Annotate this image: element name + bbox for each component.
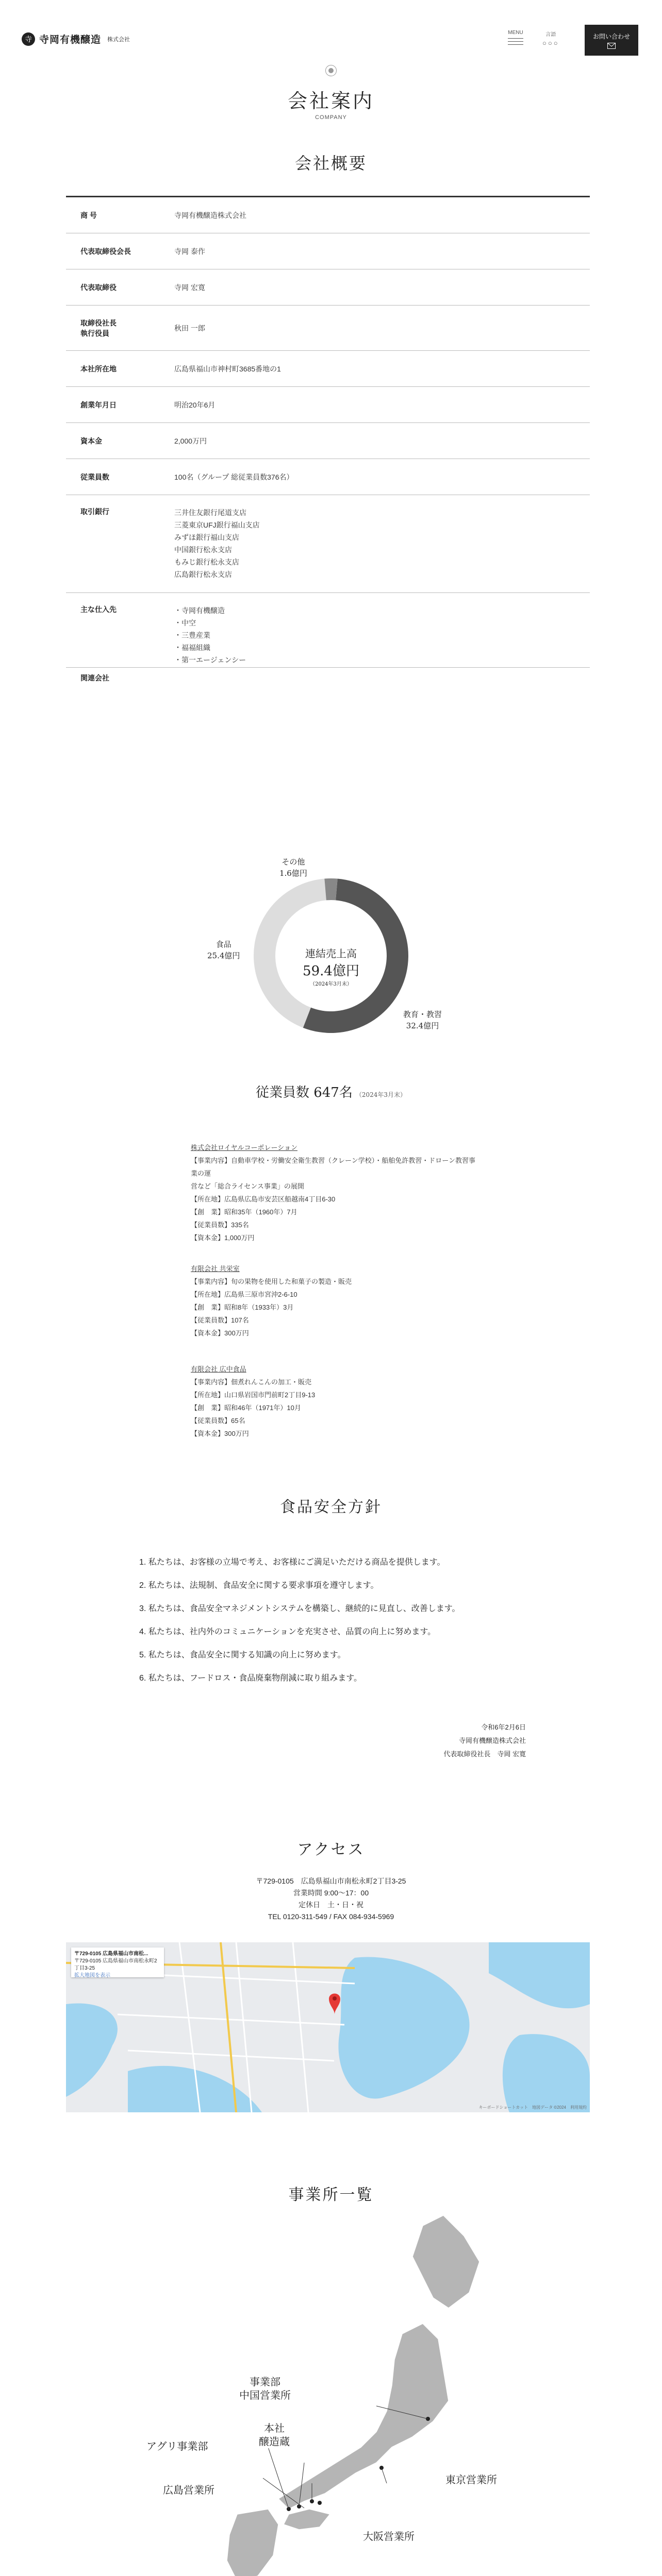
envelope-icon (607, 43, 616, 49)
overview-value-line: ・第一エージェンシー (174, 656, 246, 664)
office-label-agri: アグリ事業部 (144, 2439, 210, 2453)
affiliate-detail: 【創 業】昭和35年（1960年）7月 (191, 1208, 297, 1216)
employee-count (0, 1082, 662, 1101)
affiliate-detail: 【創 業】昭和8年（1933年）3月 (191, 1303, 294, 1311)
affiliate-block (191, 1141, 479, 1244)
access-line: TEL 0120-311-549 / FAX 084-934-5969 (268, 1912, 394, 1921)
menu-button[interactable] (508, 30, 523, 47)
map-attribution: キーボードショートカット 地図データ ©2024 利用規約 (478, 2105, 587, 2110)
slice-label-food: 食品 25.4億円 (207, 940, 240, 960)
overview-value-line: 100名（グループ 総従業員数376名） (174, 472, 294, 481)
policy-date: 令和6年2月6日 (481, 1723, 526, 1731)
map-enlarge-link[interactable]: 拡大地図を表示 (74, 1973, 110, 1978)
overview-title: 会社概要 (294, 154, 367, 173)
overview-row-label: 取引銀行 (80, 507, 109, 516)
overview-row-value (174, 506, 590, 581)
donut-center (202, 945, 460, 987)
overview-row-value (174, 604, 590, 666)
policy-company: 寺岡有機醸造株式会社 (458, 1737, 526, 1744)
language-dots: ○○○ (542, 39, 559, 47)
chart-total: 59.4億円 (303, 963, 359, 979)
affiliate-name[interactable]: 有限会社 共栄室 (191, 1265, 240, 1273)
contact-label: お問い合わせ (592, 32, 630, 40)
overview-value-line: 広島銀行松永支店 (174, 570, 232, 579)
policy-item: 1. 私たちは、お客様の立場で考え、お客様にご満足いただける商品を提供します。 (139, 1558, 445, 1567)
overview-row (66, 593, 590, 668)
overview-value-line: ・寺岡有機醸造 (174, 606, 225, 615)
overview-row-value (174, 435, 590, 447)
overview-row-label: 創業年月日 (80, 400, 117, 409)
affiliate-detail: 営など「総合ライセンス事業」の展開 (191, 1182, 304, 1190)
overview-row-value (174, 322, 590, 334)
affiliate-block (191, 1363, 479, 1440)
sales-chart (202, 845, 460, 1072)
overview-value-line: みずほ銀行福山支店 (174, 533, 239, 541)
overview-value-line: 2,000万円 (174, 436, 207, 445)
japan-map (134, 2205, 547, 2576)
overview-row-label: 従業員数 (80, 472, 109, 481)
chart-title: 連結売上高 (305, 947, 357, 960)
policy-item: 5. 私たちは、食品安全に関する知識の向上に努めます。 (139, 1651, 346, 1659)
office-label-hiroshima: 広島営業所 (161, 2483, 217, 2497)
overview-row (66, 306, 590, 351)
affiliate-name[interactable]: 有限会社 広中食品 (191, 1365, 246, 1373)
overview-value-line: 三井住友銀行尾道支店 (174, 509, 246, 517)
overview-value-line: 明治20年6月 (174, 400, 216, 409)
policy-item: 6. 私たちは、フードロス・食品廃棄物削減に取り組みます。 (139, 1674, 362, 1683)
policy-item: 2. 私たちは、法規制、食品安全に関する要求事項を遵守します。 (139, 1581, 379, 1590)
overview-value-line: 秋田 一郎 (174, 324, 205, 332)
overview-row-value (174, 245, 590, 258)
overview-row-value (174, 471, 590, 483)
office-label-chugoku: 事業部 中国営業所 (237, 2375, 293, 2402)
access-info (0, 1875, 662, 1923)
page-title: 会社案内 (287, 90, 374, 112)
policy-item: 4. 私たちは、社内外のコミュニケーションを充実させ、品質の向上に努めます。 (139, 1628, 436, 1636)
policy-title: 食品安全方針 (280, 1498, 382, 1516)
menu-label: MENU (508, 30, 523, 36)
access-title: アクセス (297, 1841, 365, 1859)
affiliate-detail: 【従業員数】335名 (191, 1221, 249, 1229)
affiliate-detail: 【事業内容】自動車学校・労働安全衛生教習（クレーン学校）・船舶免許教習・ドローン教習事業の運 (191, 1157, 475, 1177)
overview-row-value (174, 281, 590, 294)
overview-row (66, 197, 590, 233)
office-label-honsha: 本社 醸造蔵 (257, 2421, 292, 2448)
page-subtitle: COMPANY (315, 114, 347, 121)
affiliate-detail: 【資本金】1,000万円 (191, 1234, 255, 1242)
overview-row-label: 本社所在地 (80, 364, 117, 373)
access-line: 営業時間 9:00〜17：00 (293, 1889, 369, 1897)
map-card-address: 〒729-0105 広島県福山市南松永町2丁目3-25 (74, 1958, 157, 1971)
overview-row-label: 取締役社長 執行役員 (80, 318, 117, 337)
affiliate-block (191, 1262, 479, 1340)
overview-row-label: 代表取締役会長 (80, 247, 131, 256)
logo-sub: 株式会社 (107, 36, 130, 43)
overview-value-line: 三菱東京UFJ銀行福山支店 (174, 521, 260, 529)
company-overview-table (66, 196, 590, 683)
overview-row-label: 主な仕入先 (80, 605, 117, 614)
overview-row (66, 495, 590, 593)
policy-item: 3. 私たちは、食品安全マネジメントシステムを構築し、継続的に見直し、改善します。 (139, 1604, 460, 1613)
affiliate-detail: 【所在地】山口県岩国市門前町2丁目9-13 (191, 1391, 316, 1399)
affiliate-detail: 【従業員数】107名 (191, 1316, 249, 1324)
overview-row (66, 233, 590, 269)
language-label: 言語 (545, 32, 556, 38)
overview-row (66, 668, 590, 683)
access-line: 定休日 土・日・祝 (299, 1901, 363, 1909)
map-info-card (71, 1947, 164, 1977)
employee-count-note: （2024年3月末） (355, 1091, 407, 1098)
overview-row-label: 商 号 (80, 211, 97, 219)
overview-row-value (174, 363, 590, 375)
overview-value-line: ・中空 (174, 619, 196, 627)
site-logo[interactable] (22, 32, 130, 46)
overview-value-line: もみじ銀行松永支店 (174, 558, 239, 566)
map-card-title: 〒729-0105 広島県福山市南松... (74, 1951, 148, 1957)
affiliate-detail: 【従業員数】65名 (191, 1417, 245, 1425)
affiliate-detail: 【事業内容】佃煮れんこんの加工・販売 (191, 1378, 312, 1386)
hamburger-icon (508, 38, 523, 45)
logo-mark-icon: 寺 (22, 32, 35, 46)
overview-row (66, 387, 590, 423)
logo-text: 寺岡有機醸造 (39, 34, 102, 45)
chart-total-note: （2024年3月末） (310, 981, 352, 987)
affiliate-detail: 【事業内容】旬の果物を使用した和菓子の製造・販売 (191, 1278, 352, 1285)
overview-row-label: 関連会社 (80, 674, 109, 682)
overview-row-value (174, 399, 590, 411)
affiliate-detail: 【創 業】昭和46年（1971年）10月 (191, 1404, 301, 1412)
access-map[interactable] (66, 1942, 590, 2112)
overview-value-line: 寺岡有機醸造株式会社 (174, 211, 246, 219)
policy-signature (361, 1721, 526, 1761)
language-button[interactable] (542, 30, 559, 47)
policy-signer: 代表取締役社長 寺岡 宏寛 (443, 1750, 526, 1758)
overview-value-line: 広島県福山市神村町3685番地の1 (174, 364, 281, 373)
employee-count-text: 従業員数 647名 (255, 1085, 353, 1100)
overview-value-line: ・三豊産業 (174, 631, 210, 639)
affiliate-detail: 【所在地】広島県広島市安芸区船越南4丁目6-30 (191, 1195, 336, 1203)
overview-row (66, 269, 590, 306)
slice-label-other: その他 1.6億円 (279, 857, 307, 878)
offices-title: 事業所一覧 (288, 2186, 374, 2204)
overview-value-line: ・福福組織 (174, 643, 210, 652)
affiliate-detail: 【資本金】300万円 (191, 1329, 249, 1337)
office-label-osaka: 大阪営業所 (361, 2530, 417, 2543)
overview-row-label: 代表取締役 (80, 283, 117, 292)
overview-row-label: 資本金 (80, 436, 102, 445)
overview-row (66, 351, 590, 387)
overview-value-line: 寺岡 泰作 (174, 247, 205, 256)
contact-button[interactable] (585, 25, 638, 56)
overview-value-line: 中国銀行松永支店 (174, 546, 232, 554)
overview-row-value (174, 209, 590, 222)
policy-list (139, 1551, 531, 1690)
slice-label-education: 教育・教習 32.4億円 (403, 1010, 442, 1030)
overview-row (66, 459, 590, 495)
affiliate-name[interactable]: 株式会社ロイヤルコーポレーション (191, 1144, 297, 1151)
office-label-tokyo: 東京営業所 (443, 2473, 499, 2486)
overview-row (66, 423, 590, 459)
japan-map-graphic (134, 2205, 547, 2576)
access-line: 〒729-0105 広島県福山市南松永町2丁目3-25 (256, 1877, 406, 1885)
affiliate-detail: 【資本金】300万円 (191, 1430, 249, 1437)
overview-value-line: 寺岡 宏寛 (174, 283, 205, 292)
donut-slice-other (324, 878, 337, 900)
affiliate-detail: 【所在地】広島県三原市宮沖2-6-10 (191, 1291, 297, 1298)
hero-emblem-icon (325, 65, 337, 76)
